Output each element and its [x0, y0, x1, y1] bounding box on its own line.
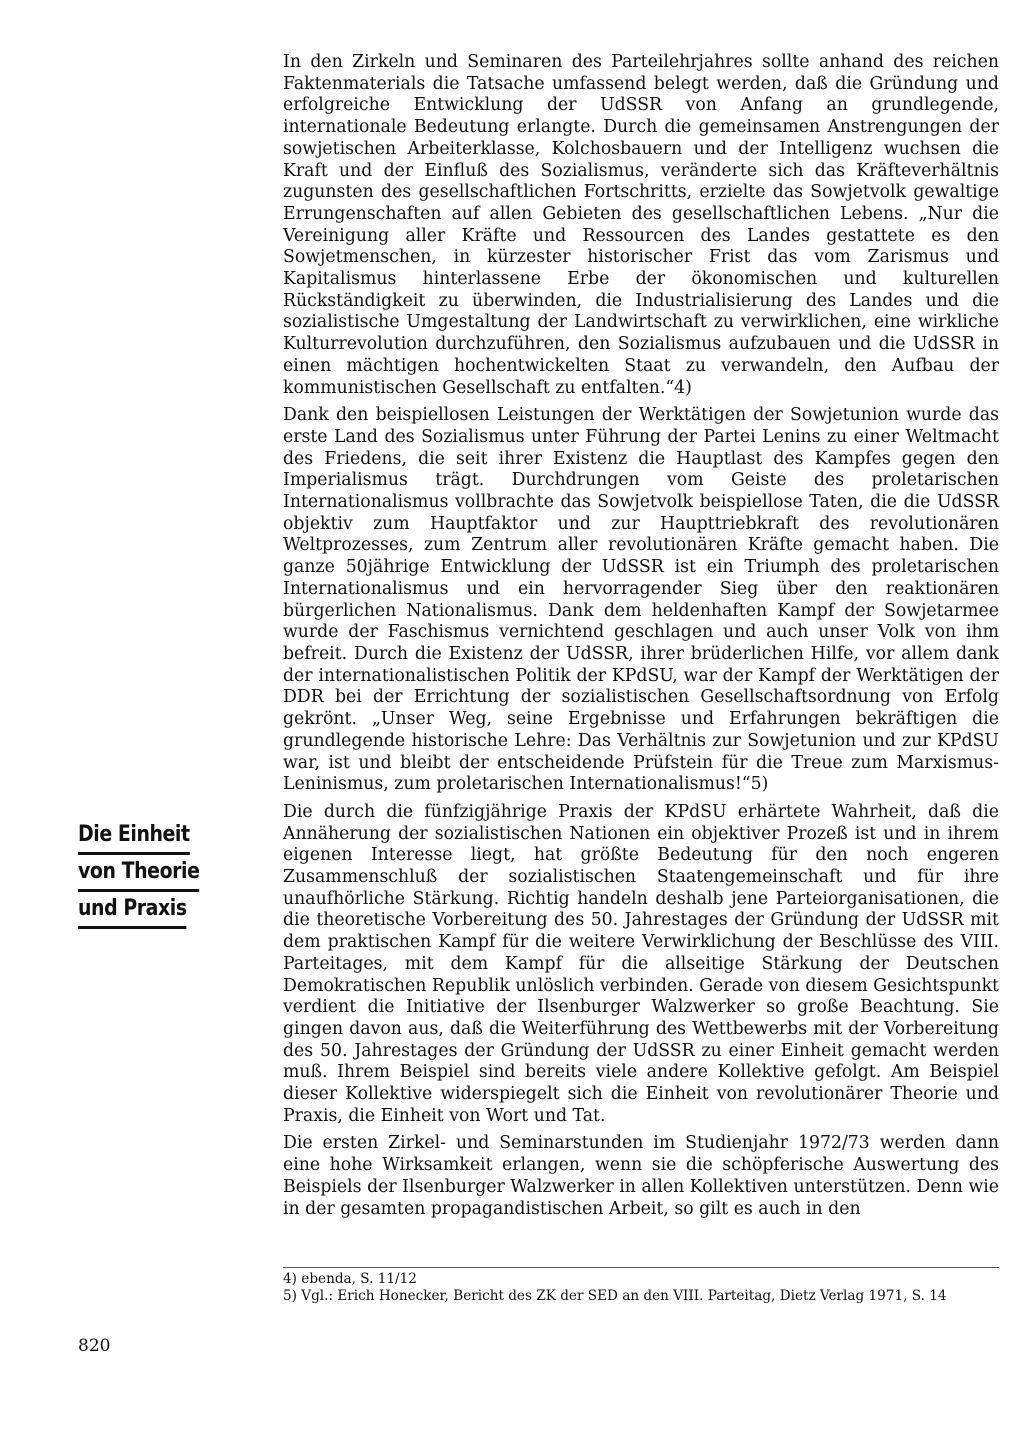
margin-heading	[78, 818, 233, 929]
paragraph-3: Die durch die fünfzigjährige Praxis der KPdSU erhärtete Wahrheit, daß die Annäherung der sozialistischen Nationen ein objektiver Prozeß ist und in ihrem eigenen Interesse liegt, hat größte Bedeutung für den noch engeren Zusammenschluß der sozialistischen Staatengemeinschaft und für ihre unaufhörliche Stärkung. Richtig handeln deshalb jene Parteiorganisationen, die die theoretische Vorbereitung des 50. Jahrestages der Gründung der UdSSR mit dem praktischen Kampf für die weitere Verwirklichung der Beschlüsse des VIII. Parteitages, mit dem Kampf für die allseitige Stärkung der Deutschen Demokratischen Republik unlöslich verbinden. Gerade von diesem Gesichtspunkt verdient die Initiative der Ilsenburger Walzwerker so große Beachtung. Sie gingen davon aus, daß die Weiterführung des Wettbewerbs mit der Vorbereitung des 50. Jahrestages der Gründung der UdSSR zu einer Einheit gemacht werden muß. Ihrem Beispiel sind bereits viele andere Kollektive gefolgt. Am Beispiel dieser Kollektive widerspiegelt sich die Einheit von revolutionärer Theorie und Praxis, die Einheit von Wort und Tat.	[283, 801, 999, 1126]
paragraph-1: In den Zirkeln und Seminaren des Parteilehrjahres sollte anhand des reichen Faktenmaterials die Tatsache umfassend belegt werden, daß die Gründung und erfolgreiche Entwicklung der UdSSR von Anfang an grundlegende, internationale Bedeutung erlangte. Durch die gemeinsamen Anstrengungen der sowjetischen Arbeiterklasse, Kolchosbauern und der Intelligenz wuchsen die Kraft und der Einfluß des Sozialismus, veränderte sich das Kräfteverhältnis zugunsten des gesellschaftlichen Fortschritts, erzielte das Sowjetvolk gewaltige Errungenschaften auf allen Gebieten des gesellschaftlichen Lebens. „Nur die Vereinigung aller Kräfte und Ressourcen des Landes gestattete es den Sowjetmenschen, in kürzester historischer Frist das vom Zarismus und Kapitalismus hinterlassene Erbe der ökonomischen und kulturellen Rückständigkeit zu überwinden, die Industrialisierung des Landes und die sozialistische Umgestaltung der Landwirtschaft zu verwirklichen, eine wirkliche Kulturrevolution durchzuführen, den Sozialismus aufzubauen und die UdSSR in einen mächtigen hochentwickelten Staat zu verwandeln, den Aufbau der kommunistischen Gesellschaft zu entfalten.“4)	[283, 52, 999, 398]
paragraph-4: Die ersten Zirkel- und Seminarstunden im Studienjahr 1972/73 werden dann eine hohe Wirksamkeit erlangen, wenn sie die schöpferische Auswertung des Beispiels der Ilsenburger Walzwerker in allen Kollektiven unterstützen. Denn wie in der gesamten propagandistischen Arbeit, so gilt es auch in den	[283, 1133, 999, 1219]
body-text	[283, 52, 999, 1226]
margin-heading-line-3: und Praxis	[78, 892, 187, 929]
footnote-5: 5) Vgl.: Erich Honecker, Bericht des ZK der SED an den VIII. Parteitag, Dietz Verlag 1971, S. 14	[283, 1288, 947, 1304]
footnote-4: 4) ebenda, S. 11/12	[283, 1271, 417, 1287]
paragraph-2: Dank den beispiellosen Leistungen der Werktätigen der Sowjetunion wurde das erste Land des Sozialismus unter Führung der Partei Lenins zu einer Weltmacht des Friedens, die seit ihrer Existenz die Hauptlast des Kampfes gegen den Imperialismus trägt. Durchdrungen vom Geiste des proletarischen Internationalismus vollbrachte das Sowjetvolk beispiellose Taten, die die UdSSR objektiv zum Hauptfaktor und zur Haupttriebkraft des revolutionären Weltprozesses, zum Zentrum aller revolutionären Kräfte gemacht haben. Die ganze 50jährige Entwicklung der UdSSR ist ein Triumph des proletarischen Internationalismus und ein hervorragender Sieg über den reaktionären bürgerlichen Nationalismus. Dank dem heldenhaften Kampf der Sowjetarmee wurde der Faschismus vernichtend geschlagen und auch unser Volk von ihm befreit. Durch die Existenz der UdSSR, ihrer brüderlichen Hilfe, vor allem dank der internationalistischen Politik der KPdSU, war der Kampf der Werktätigen der DDR bei der Errichtung der sozialistischen Gesellschaftsordnung von Erfolg gekrönt. „Unser Weg, seine Ergebnisse und Erfahrungen bekräftigen die grundlegende historische Lehre: Das Verhältnis zur Sowjetunion und zur KPdSU war, ist und bleibt der entscheidende Prüfstein für die Treue zum Marxismus-Leninismus, zum proletarischen Internationalismus!“5)	[283, 405, 999, 795]
footnotes	[283, 1267, 999, 1305]
margin-heading-line-2: von Theorie	[78, 855, 200, 892]
margin-heading-line-1: Die Einheit	[78, 818, 190, 855]
page-number: 820	[78, 1336, 111, 1356]
